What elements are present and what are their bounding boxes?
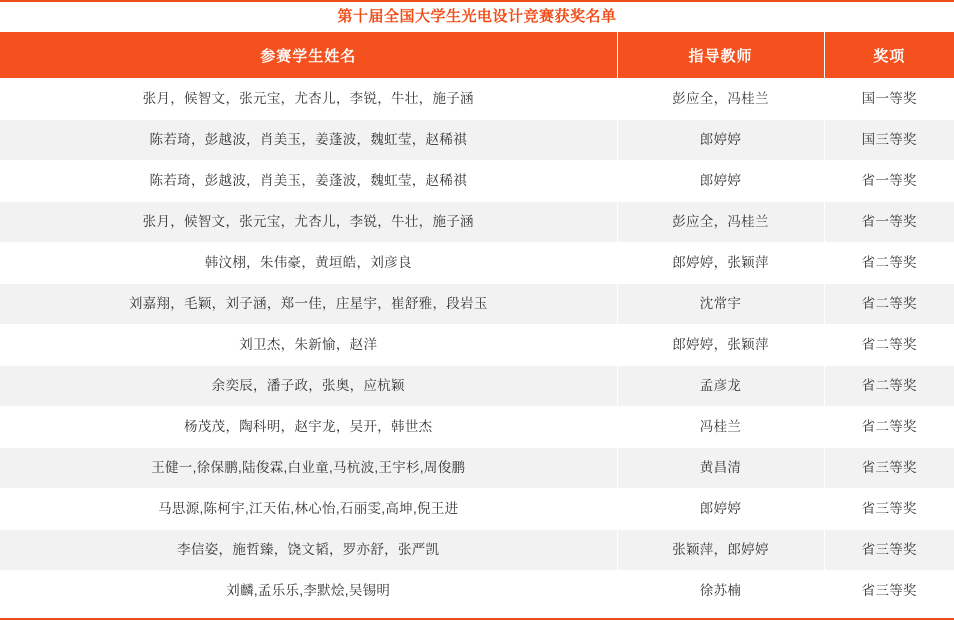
table-row (0, 284, 954, 325)
cell-advisor: 沈常宇 (617, 284, 824, 325)
table-body (0, 79, 954, 612)
column-header-advisor: 指导教师 (617, 32, 824, 79)
cell-advisor: 彭应全，冯桂兰 (617, 79, 824, 120)
cell-award: 省三等奖 (824, 530, 954, 571)
cell-award: 国一等奖 (824, 79, 954, 120)
cell-advisor: 徐苏楠 (617, 571, 824, 612)
cell-award: 省三等奖 (824, 489, 954, 530)
cell-award: 省二等奖 (824, 366, 954, 407)
cell-award: 省二等奖 (824, 243, 954, 284)
cell-award: 省三等奖 (824, 448, 954, 489)
cell-advisor: 郎婷婷，张颖萍 (617, 325, 824, 366)
table-row (0, 243, 954, 284)
cell-advisor: 郎婷婷 (617, 120, 824, 161)
cell-award: 省三等奖 (824, 571, 954, 612)
cell-award: 省二等奖 (824, 325, 954, 366)
table-row (0, 571, 954, 612)
page-title: 第十届全国大学生光电设计竞赛获奖名单 (0, 2, 954, 32)
cell-student-names: 余奕辰，潘子政，张奥，应杭颖 (0, 366, 617, 407)
cell-advisor: 冯桂兰 (617, 407, 824, 448)
table-row (0, 325, 954, 366)
table-row (0, 448, 954, 489)
cell-student-names: 刘嘉翔，毛颖，刘子涵，郑一佳，庄星宇，崔舒雅，段岩玉 (0, 284, 617, 325)
cell-award: 省二等奖 (824, 284, 954, 325)
cell-advisor: 黄昌清 (617, 448, 824, 489)
table-header (0, 32, 954, 79)
column-header-award: 奖项 (824, 32, 954, 79)
table-row (0, 161, 954, 202)
cell-student-names: 韩汶栩，朱伟豪，黄垣皓，刘彦良 (0, 243, 617, 284)
cell-student-names: 马思源,陈柯宇,江天佑,林心怡,石丽雯,高坤,倪王进 (0, 489, 617, 530)
table-row (0, 489, 954, 530)
cell-advisor: 彭应全，冯桂兰 (617, 202, 824, 243)
table-row (0, 202, 954, 243)
cell-student-names: 杨茂茂，陶科明，赵宇龙，吴开，韩世杰 (0, 407, 617, 448)
table-header-row (0, 32, 954, 79)
cell-advisor: 郎婷婷 (617, 161, 824, 202)
cell-student-names: 李信姿，施哲臻，饶文韬，罗亦舒，张严凯 (0, 530, 617, 571)
cell-student-names: 刘卫杰，朱新愉，赵洋 (0, 325, 617, 366)
cell-award: 国三等奖 (824, 120, 954, 161)
cell-award: 省一等奖 (824, 161, 954, 202)
award-table (0, 32, 954, 612)
table-row (0, 79, 954, 120)
cell-student-names: 张月，候智文，张元宝，尤杏儿，李锐，牛壮，施子涵 (0, 202, 617, 243)
cell-advisor: 郎婷婷 (617, 489, 824, 530)
cell-student-names: 张月，候智文，张元宝，尤杏儿，李锐，牛壮，施子涵 (0, 79, 617, 120)
cell-student-names: 陈若琦，彭越波，肖美玉，姜蓬波，魏虹莹，赵稀祺 (0, 161, 617, 202)
table-row (0, 407, 954, 448)
cell-award: 省一等奖 (824, 202, 954, 243)
cell-student-names: 王健一,徐保鹏,陆俊霖,白业童,马杭波,王宇杉,周俊鹏 (0, 448, 617, 489)
cell-award: 省二等奖 (824, 407, 954, 448)
cell-advisor: 孟彦龙 (617, 366, 824, 407)
table-row (0, 120, 954, 161)
table-row (0, 366, 954, 407)
cell-student-names: 刘麟,孟乐乐,李默烩,吴锡明 (0, 571, 617, 612)
cell-advisor: 郎婷婷，张颖萍 (617, 243, 824, 284)
cell-advisor: 张颖萍，郎婷婷 (617, 530, 824, 571)
column-header-student-names: 参赛学生姓名 (0, 32, 617, 79)
cell-student-names: 陈若琦，彭越波，肖美玉，姜蓬波，魏虹莹，赵稀祺 (0, 120, 617, 161)
table-row (0, 530, 954, 571)
